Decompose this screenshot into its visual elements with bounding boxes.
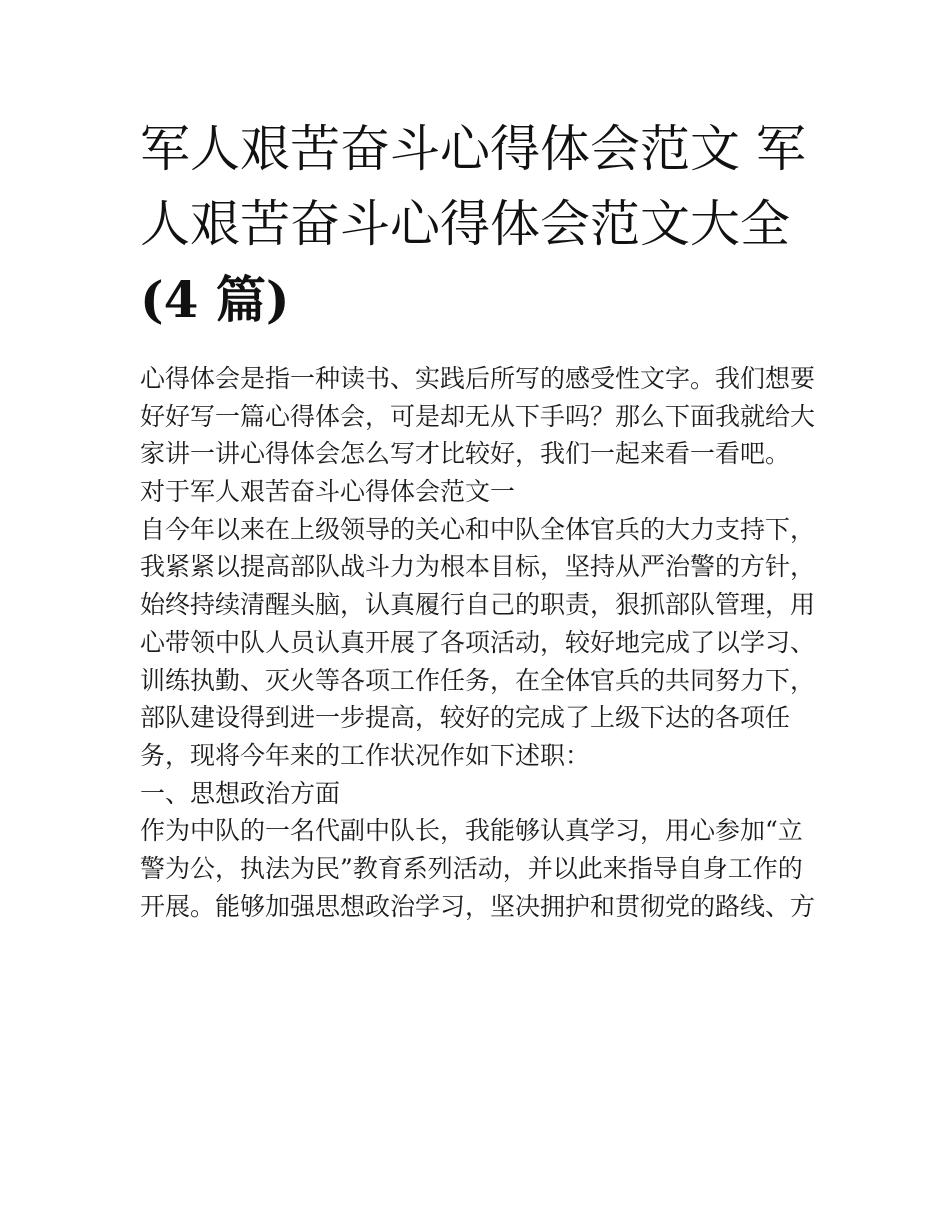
title-line: (4 篇) [140, 270, 290, 329]
paragraph-line: 务，现将今年来的工作状况作如下述职： [140, 740, 591, 770]
section-heading: 对于军人艰苦奋斗心得体会范文一 [140, 477, 516, 507]
paragraph-line: 始终持续清醒头脑，认真履行自己的职责，狠抓部队管理，用 [140, 590, 816, 620]
paragraph-line: 训练执勤、灭火等各项工作任务，在全体官兵的共同努力下， [140, 665, 816, 695]
paragraph-line: 心带领中队人员认真开展了各项活动，较好地完成了以学习、 [140, 627, 816, 657]
intro-line: 家讲一讲心得体会怎么写才比较好，我们一起来看一看吧。 [140, 439, 791, 469]
paragraph-line: 作为中队的一名代副中队长，我能够认真学习，用心参加“立 [140, 816, 803, 846]
title-line: 军人艰苦奋斗心得体会范文 军 [140, 120, 806, 178]
paragraph-line: 警为公，执法为民”教育系列活动，并以此来指导自身工作的 [140, 853, 803, 883]
paragraph-line: 开展。能够加强思想政治学习，坚决拥护和贯彻党的路线、方 [140, 891, 816, 921]
paragraph-line: 我紧紧以提高部队战斗力为根本目标，坚持从严治警的方针， [140, 552, 816, 582]
document-title [140, 112, 820, 337]
document-body [140, 360, 820, 925]
intro-line: 好好写一篇心得体会，可是却无从下手吗？那么下面我就给大 [140, 401, 816, 431]
title-line: 人艰苦奋斗心得体会范文大全 [140, 195, 790, 253]
paragraph-line: 部队建设得到进一步提高，较好的完成了上级下达的各项任 [140, 703, 791, 733]
paragraph-line: 自今年以来在上级领导的关心和中队全体官兵的大力支持下， [140, 514, 816, 544]
intro-line: 心得体会是指一种读书、实践后所写的感受性文字。我们想要 [140, 364, 816, 393]
subsection-heading: 一、思想政治方面 [140, 778, 341, 808]
